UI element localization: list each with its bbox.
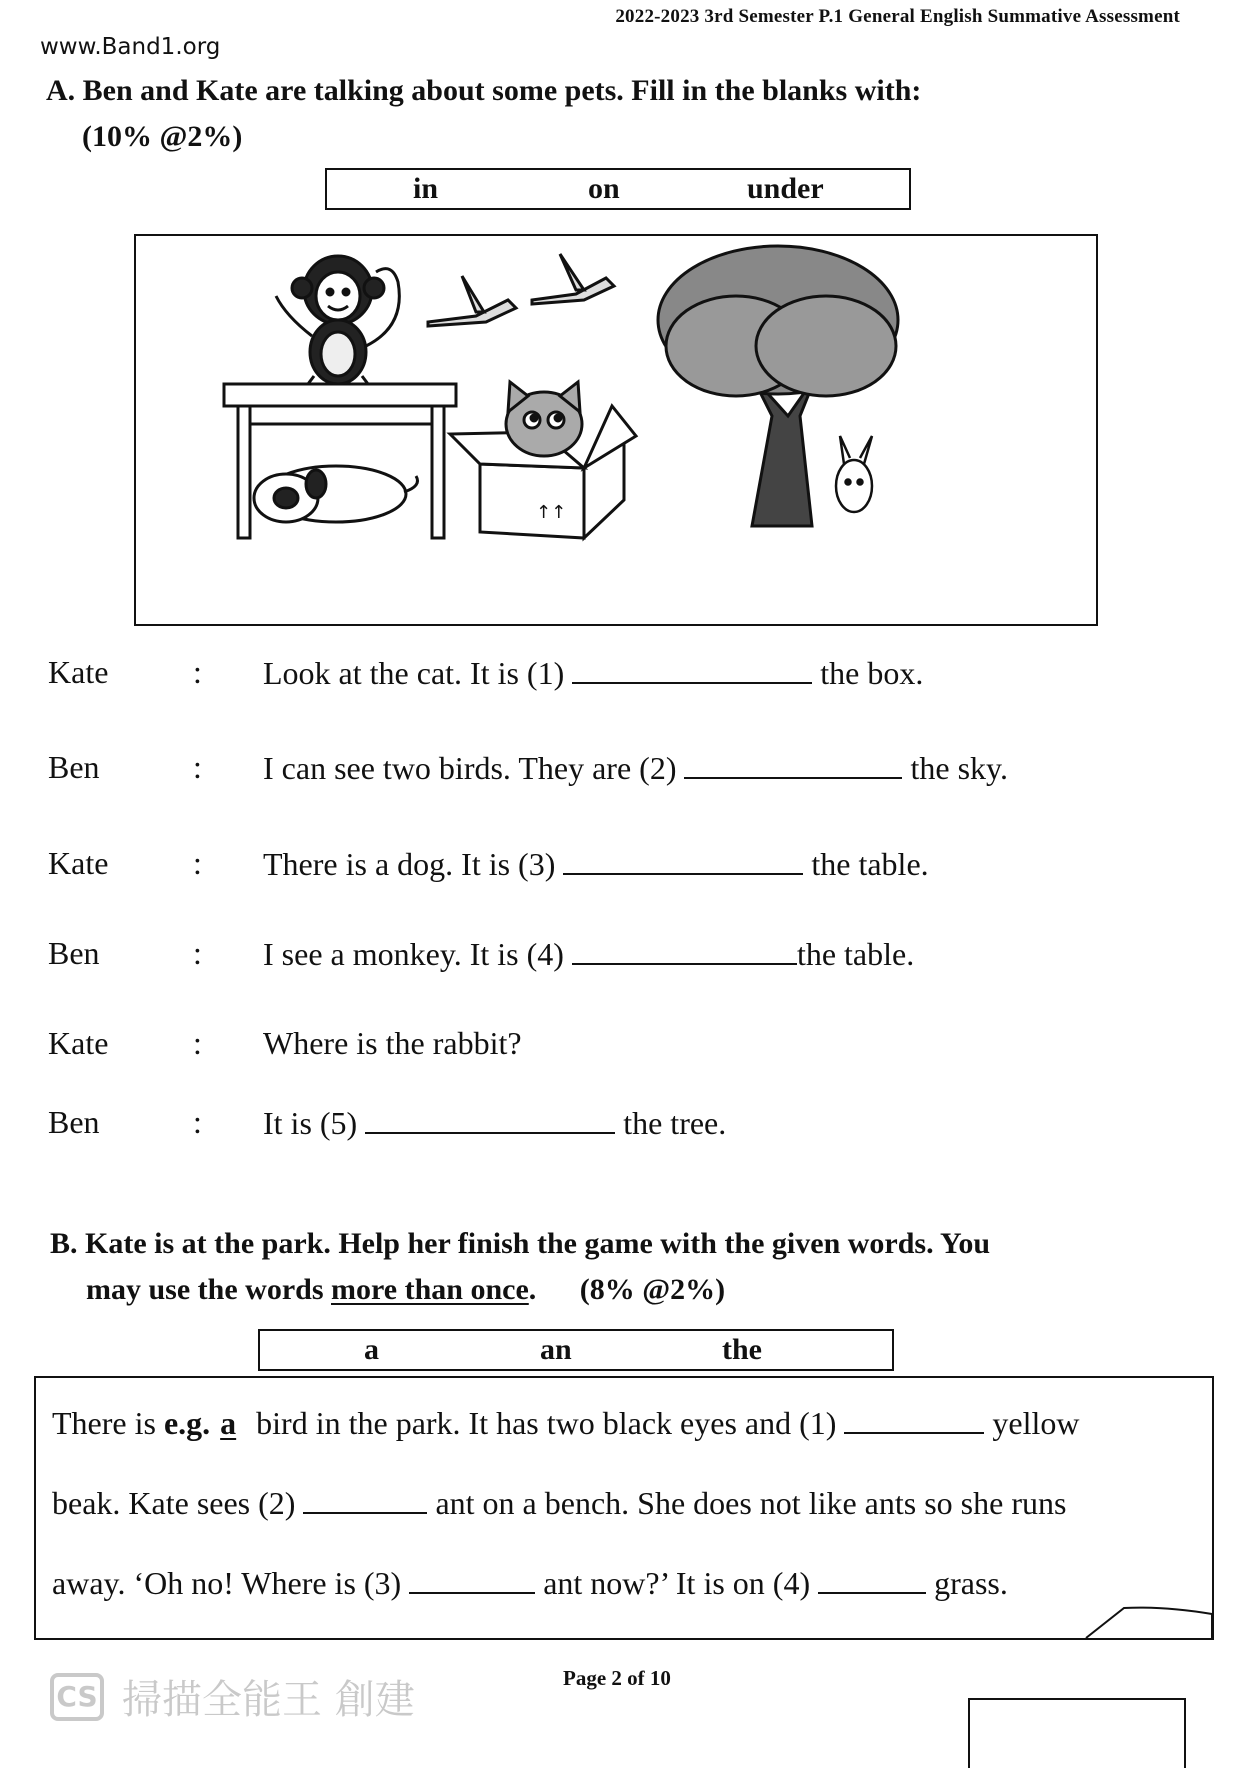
- section-b-title: B. Kate is at the park. Help her finish the game with the given words. You: [50, 1227, 991, 1260]
- sentence-text: There is a dog. It is (3): [263, 846, 556, 882]
- word-bank-a: [325, 168, 911, 210]
- section-a-title: A. Ben and Kate are talking about some pets. Fill in the blanks with:: [46, 74, 922, 107]
- title-text: .: [528, 1273, 537, 1306]
- answer-blank-b3[interactable]: [409, 1564, 535, 1594]
- passage-text: ant on a bench. She does not like ants so she runs: [435, 1485, 1067, 1521]
- passage-text: yellow: [992, 1405, 1080, 1441]
- dialogue-line: [48, 1025, 1148, 1075]
- passage-text: beak. Kate sees (2): [52, 1485, 296, 1521]
- section-a-marks: (10% @2%): [82, 120, 243, 153]
- word-bank-item: the: [722, 1333, 762, 1366]
- example-answer: a: [220, 1405, 237, 1441]
- colon: :: [193, 845, 202, 881]
- passage-text: grass.: [934, 1565, 1008, 1601]
- sentence-text: Look at the cat. It is (1): [263, 655, 565, 691]
- camscanner-logo-icon: CS: [50, 1673, 104, 1721]
- answer-blank-2[interactable]: [684, 749, 902, 779]
- sentence-text: It is (5): [263, 1105, 358, 1141]
- speaker-name: Ben: [48, 935, 100, 971]
- exam-header: 2022-2023 3rd Semester P.1 General English Summative Assessment: [615, 6, 1180, 27]
- sentence-text: the sky.: [910, 750, 1008, 786]
- word-bank-item: in: [413, 172, 439, 205]
- colon: :: [193, 1025, 202, 1061]
- dialogue-line: [48, 1104, 1148, 1154]
- speaker-name: Kate: [48, 1025, 109, 1061]
- answer-blank-4[interactable]: [572, 935, 797, 965]
- speaker-name: Kate: [48, 654, 109, 690]
- monkey-illustration: [276, 256, 399, 384]
- page-curl-icon: [1084, 1604, 1214, 1640]
- section-b-marks: (8% @2%): [579, 1273, 726, 1306]
- answer-blank-b2[interactable]: [303, 1484, 427, 1514]
- colon: :: [193, 1104, 202, 1140]
- scanner-watermark: [50, 1668, 415, 1725]
- passage-line: [52, 1564, 1008, 1602]
- dialogue-line: [48, 654, 1148, 704]
- dialogue-line: [48, 749, 1148, 799]
- passage-text: There is: [52, 1405, 156, 1441]
- speaker-name: Kate: [48, 845, 109, 881]
- passage-line: [52, 1404, 1080, 1442]
- passage-text: away. ‘Oh no! Where is (3): [52, 1565, 402, 1601]
- colon: :: [193, 749, 202, 785]
- sentence-text: the table.: [796, 936, 915, 972]
- dialogue-line: [48, 935, 1148, 985]
- answer-blank-b4[interactable]: [818, 1564, 926, 1594]
- answer-blank-5[interactable]: [365, 1104, 615, 1134]
- title-text: may use the words: [86, 1273, 324, 1306]
- cat-illustration: [506, 382, 582, 456]
- word-bank-item: a: [364, 1333, 379, 1366]
- word-bank-b: [258, 1329, 894, 1371]
- section-b-title-line2: [86, 1267, 725, 1313]
- word-bank-item: an: [540, 1333, 572, 1366]
- site-url[interactable]: www.Band1.org: [40, 34, 221, 60]
- sentence-text: the box.: [820, 655, 924, 691]
- word-bank-item: under: [747, 172, 824, 205]
- word-bank-item: on: [588, 172, 620, 205]
- sentence-text: I see a monkey. It is (4): [263, 936, 564, 972]
- answer-blank-1[interactable]: [572, 654, 812, 684]
- dog-illustration: [254, 466, 418, 522]
- passage-box: [34, 1376, 1214, 1640]
- sentence-text: the table.: [811, 846, 929, 882]
- watermark-text: 掃描全能王 創建: [122, 1677, 415, 1723]
- passage-text: bird in the park. It has two black eyes and (1): [256, 1405, 837, 1441]
- colon: :: [193, 654, 202, 690]
- sentence-text: I can see two birds. They are (2): [263, 750, 677, 786]
- birds-illustration: [428, 254, 614, 326]
- score-box: [968, 1698, 1186, 1768]
- passage-line: [52, 1484, 1066, 1522]
- passage-text: ant now?’ It is on (4): [543, 1565, 811, 1601]
- speaker-name: Ben: [48, 749, 100, 785]
- svg-text:↑↑: ↑↑: [536, 502, 567, 523]
- pets-illustration: [134, 234, 1098, 626]
- speaker-name: Ben: [48, 1104, 100, 1140]
- dialogue-line: [48, 845, 1148, 895]
- rabbit-illustration: [836, 436, 872, 512]
- sentence-text: Where is the rabbit?: [263, 1025, 522, 1061]
- example-label: e.g.: [163, 1405, 211, 1441]
- answer-blank-3[interactable]: [563, 845, 803, 875]
- title-underlined: more than once: [331, 1273, 529, 1306]
- sentence-text: the tree.: [623, 1105, 727, 1141]
- page-number: Page 2 of 10: [563, 1666, 671, 1690]
- answer-blank-b1[interactable]: [844, 1404, 984, 1434]
- colon: :: [193, 935, 202, 971]
